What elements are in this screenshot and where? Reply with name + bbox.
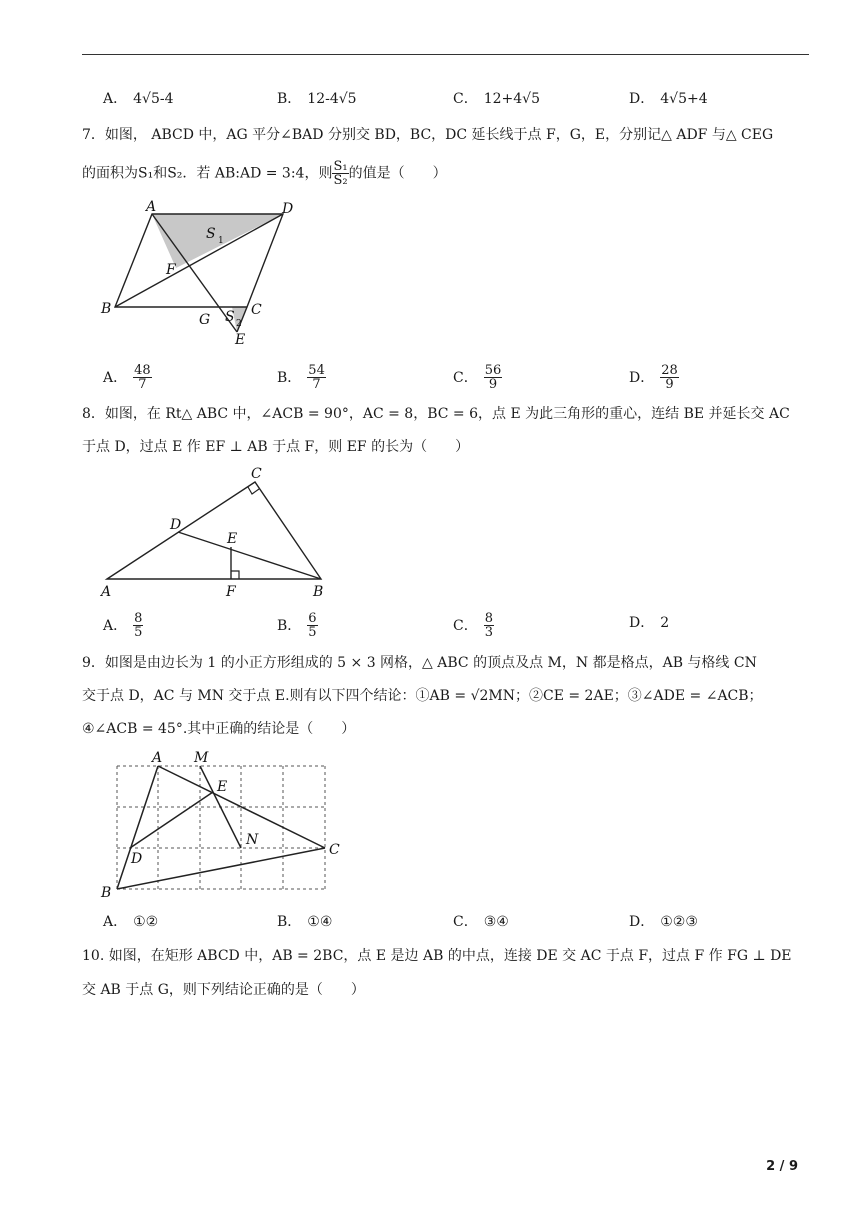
fraction-numerator: 8 — [134, 611, 143, 626]
q7-label-s2-sub: 2 — [236, 319, 242, 329]
q9-option-c[interactable] — [453, 912, 509, 932]
option-label: D． — [629, 369, 655, 386]
fraction-denominator: 3 — [484, 625, 493, 640]
fraction-denominator: 9 — [665, 377, 674, 392]
q8-label-d: D — [170, 517, 182, 533]
q7-label-s1-sub: 1 — [218, 236, 224, 246]
q7-stem-text-end: 的值是（ ） — [348, 165, 447, 182]
option-value: ③④ — [483, 914, 509, 930]
q9-label-b: B — [101, 885, 112, 901]
q9-label-n: N — [246, 832, 259, 848]
q8-label-f: F — [226, 584, 236, 600]
option-label: D． — [629, 91, 655, 107]
q7-stem-line1: 7．如图， ABCD 中，AG 平分∠BAD 分别交 BD，BC，DC 延长线于点 F，G，E，分别记△ ADF 与△ CEG — [82, 127, 774, 143]
option-label: A． — [103, 369, 128, 386]
option-label: A． — [103, 914, 128, 930]
fraction-numerator: 8 — [484, 611, 493, 626]
fraction-numerator: 6 — [308, 611, 317, 626]
q9-option-a[interactable] — [103, 912, 158, 932]
option-label: C． — [453, 914, 478, 930]
option-value: ①④ — [307, 914, 333, 930]
fraction-denominator: 7 — [312, 377, 321, 392]
option-value: 4√5-4 — [133, 91, 174, 107]
option-label: C． — [453, 91, 478, 107]
q9-stem-line3: ④∠ACB = 45°.其中正确的结论是（ ） — [82, 721, 356, 737]
q8-stem-line2: 于点 D，过点 E 作 EF ⊥ AB 于点 F，则 EF 的长为（ ） — [82, 439, 470, 455]
option-value: ①② — [133, 914, 159, 930]
option-label: A． — [103, 617, 128, 634]
q9-label-c: C — [329, 842, 340, 858]
option-label: B． — [277, 617, 302, 634]
option-label: D． — [629, 615, 655, 631]
q7-label-c: C — [251, 302, 262, 318]
fraction-denominator: S₂ — [333, 173, 348, 188]
option-label: B． — [277, 91, 302, 107]
page-number: 2 / 9 — [766, 1159, 798, 1174]
fraction-numerator: 54 — [308, 363, 325, 378]
fraction-numerator: 48 — [134, 363, 151, 378]
q8-stem-line1: 8．如图，在 Rt△ ABC 中，∠ACB = 90°，AC = 8，BC = 6，点 E 为此三角形的重心，连结 BE 并延长交 AC — [82, 406, 790, 422]
q8-label-c: C — [251, 466, 262, 482]
option-value: 4√5+4 — [660, 91, 708, 107]
fraction-numerator: 28 — [661, 363, 678, 378]
q7-label-a: A — [146, 199, 157, 215]
q7-label-s2: S — [225, 309, 235, 325]
fraction-numerator: S₁ — [333, 159, 348, 174]
q9-option-d[interactable] — [629, 912, 698, 932]
fraction-denominator: 7 — [138, 377, 147, 392]
option-label: C． — [453, 369, 478, 386]
q9-label-e: E — [217, 779, 228, 795]
fraction-denominator: 9 — [488, 377, 498, 392]
q9-label-d: D — [131, 851, 143, 867]
q10-stem-line1: 10. 如图，在矩形 ABCD 中，AB = 2BC，点 E 是边 AB 的中点，连接 DE 交 AC 于点 F，过点 F 作 FG ⊥ DE — [82, 948, 792, 964]
option-label: B． — [277, 369, 302, 386]
q9-stem-line1: 9．如图是由边长为 1 的小正方形组成的 5 × 3 网格，△ ABC 的顶点及点 M，N 都是格点，AB 与格线 CN — [82, 655, 757, 671]
q7-label-d: D — [282, 201, 294, 217]
q9-stem-line2: 交于点 D，AC 与 MN 交于点 E.则有以下四个结论：①AB = √2MN；②CE = 2AE；③∠ADE = ∠ACB； — [82, 688, 763, 704]
fraction-denominator: 5 — [134, 625, 143, 640]
q8-label-e: E — [227, 531, 238, 547]
fraction-denominator: 5 — [308, 625, 317, 640]
q10-stem-line2: 交 AB 于点 G，则下列结论正确的是（ ） — [82, 982, 365, 998]
option-value: 12+4√5 — [483, 91, 540, 107]
option-label: B． — [277, 914, 302, 930]
q7-label-b: B — [101, 301, 112, 317]
option-value: 2 — [660, 615, 670, 631]
q9-label-m: M — [194, 750, 209, 766]
option-label: A． — [103, 91, 128, 107]
q7-label-f: F — [166, 262, 176, 278]
q9-option-b[interactable] — [277, 912, 332, 932]
option-label: C． — [453, 617, 478, 634]
option-value: 12-4√5 — [307, 91, 357, 107]
q9-label-a: A — [152, 750, 163, 766]
q8-label-b: B — [313, 584, 324, 600]
option-value: ①②③ — [660, 914, 698, 930]
q7-label-g: G — [199, 312, 211, 328]
option-label: D． — [629, 914, 655, 930]
q7-stem-text: 的面积为S₁和S₂．若 AB:AD = 3:4，则 — [82, 165, 333, 182]
q7-label-s1: S — [206, 226, 216, 242]
q7-label-e: E — [235, 332, 246, 348]
q8-label-a: A — [101, 584, 112, 600]
fraction-numerator: 56 — [484, 363, 502, 378]
